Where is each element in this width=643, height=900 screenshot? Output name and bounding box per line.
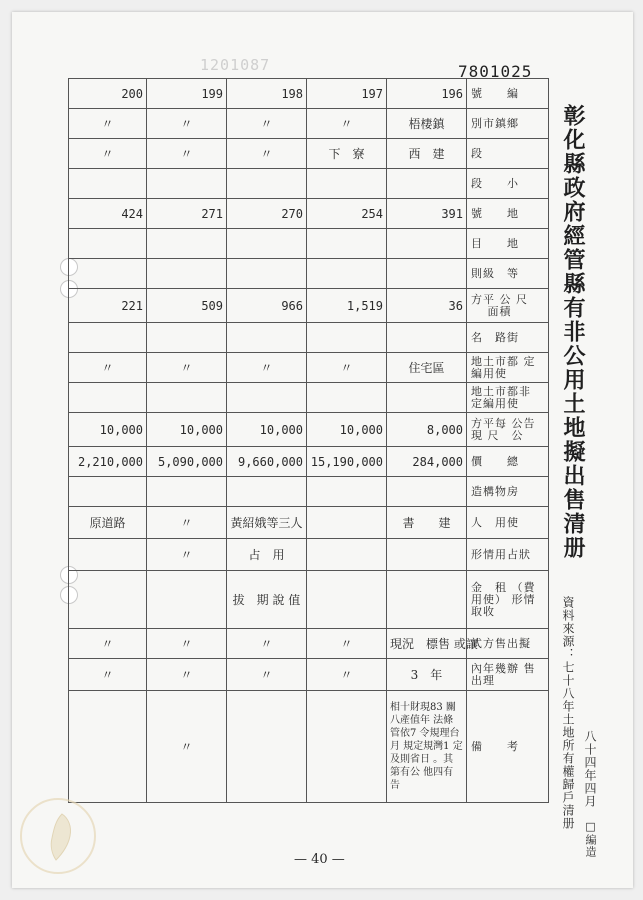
table-cell [307, 229, 387, 259]
table-cell [307, 383, 387, 413]
table-cell: 2,210,000 [69, 447, 147, 477]
table-cell: 〃 [147, 109, 227, 139]
table-cell: 〃 [147, 659, 227, 691]
table-cell: 下 寮 [307, 139, 387, 169]
table-cell: 221 [69, 289, 147, 323]
table-cell: 〃 [147, 507, 227, 539]
table-cell [307, 539, 387, 571]
faint-stamped-number: 1201087 [200, 56, 271, 74]
table-cell: 15,190,000 [307, 447, 387, 477]
table-cell: 〃 [69, 629, 147, 659]
table-cell: 〃 [227, 139, 307, 169]
table-cell [69, 383, 147, 413]
table-row [69, 139, 549, 169]
table-cell: 〃 [69, 659, 147, 691]
table-cell: 196 [387, 79, 467, 109]
table-cell: 10,000 [227, 413, 307, 447]
document-number: 7801025 [458, 62, 533, 81]
table-cell: 10,000 [307, 413, 387, 447]
table-cell [387, 571, 467, 629]
table-cell [227, 259, 307, 289]
taiwan-map-logo-icon [20, 798, 96, 874]
table-row [69, 79, 549, 109]
compile-date: 八十四年四月 [583, 730, 597, 808]
row-label: 則級 等 [467, 259, 549, 289]
table-cell: 〃 [69, 109, 147, 139]
table-cell: 西 建 [387, 139, 467, 169]
table-cell: 住宅區 [387, 353, 467, 383]
table-cell: 509 [147, 289, 227, 323]
table-cell: 8,000 [387, 413, 467, 447]
table-cell [147, 477, 227, 507]
table-cell [387, 383, 467, 413]
table-cell [227, 169, 307, 199]
table-cell: 966 [227, 289, 307, 323]
table-cell: 36 [387, 289, 467, 323]
table-row [69, 447, 549, 477]
table-cell [307, 169, 387, 199]
table-cell [147, 323, 227, 353]
table-cell [69, 477, 147, 507]
table-cell: 1,519 [307, 289, 387, 323]
table-cell: 271 [147, 199, 227, 229]
table-cell [147, 169, 227, 199]
table-row [69, 571, 549, 629]
row-label: 段 [467, 139, 549, 169]
page-number: — 40 — [294, 852, 345, 867]
table-cell: 相十財現83 關八產值年 法條管依7 令規理台月 規定規灣1 定及則省日 。其第有公 他四有告 [387, 691, 467, 803]
table-cell: 原道路 [69, 507, 147, 539]
table-cell: 〃 [147, 353, 227, 383]
table-row [69, 413, 549, 447]
table-cell [69, 169, 147, 199]
table-row [69, 539, 549, 571]
row-label: 號 編 [467, 79, 549, 109]
table-cell [227, 477, 307, 507]
row-label: 價 總 [467, 447, 549, 477]
row-label: 金 租 （費用使） 形情取收 [467, 571, 549, 629]
table-row [69, 353, 549, 383]
row-label: 別市鎮鄉 [467, 109, 549, 139]
table-cell: 〃 [307, 109, 387, 139]
table-cell [147, 571, 227, 629]
table-cell [69, 229, 147, 259]
table-cell [69, 691, 147, 803]
table-cell [307, 691, 387, 803]
table-cell: 〃 [147, 629, 227, 659]
table-cell: 424 [69, 199, 147, 229]
row-label: 方平 公 尺 面積 [467, 289, 549, 323]
row-label: 內年幾辦 售出理 [467, 659, 549, 691]
table-cell [387, 259, 467, 289]
table-cell [147, 259, 227, 289]
table-cell: 〃 [227, 659, 307, 691]
table-cell: 199 [147, 79, 227, 109]
row-label: 目 地 [467, 229, 549, 259]
table-cell: 5,090,000 [147, 447, 227, 477]
table-cell: 9,660,000 [227, 447, 307, 477]
table-row [69, 289, 549, 323]
table-row [69, 169, 549, 199]
row-label: 號 地 [467, 199, 549, 229]
document-title: 彰化縣政府經管縣有非公用土地擬出售清册 [560, 104, 586, 560]
row-label: 式方售出擬 [467, 629, 549, 659]
table-cell: 〃 [227, 629, 307, 659]
land-sale-table [68, 78, 549, 803]
table-cell: 284,000 [387, 447, 467, 477]
table-row [69, 691, 549, 803]
table-cell [69, 539, 147, 571]
table-row [69, 629, 549, 659]
table-row [69, 507, 549, 539]
table-row [69, 229, 549, 259]
table-cell [387, 539, 467, 571]
table-cell [69, 323, 147, 353]
table-row [69, 477, 549, 507]
table-cell: 〃 [227, 353, 307, 383]
table-cell: 〃 [69, 139, 147, 169]
table-row [69, 259, 549, 289]
table-cell [387, 323, 467, 353]
table-cell: 占 用 [227, 539, 307, 571]
table-cell: 〃 [307, 629, 387, 659]
table-row [69, 323, 549, 353]
table-cell: 254 [307, 199, 387, 229]
table-cell: 391 [387, 199, 467, 229]
table-cell [147, 383, 227, 413]
row-label: 方平每 公告現 尺 公 [467, 413, 549, 447]
table-cell: 黃紹娥等三人 [227, 507, 307, 539]
table-cell: 〃 [307, 659, 387, 691]
table-cell: 〃 [307, 353, 387, 383]
table-cell [307, 571, 387, 629]
compiler: □編造 [584, 820, 597, 858]
table-cell: 拔 期 說 值 [227, 571, 307, 629]
table-cell [307, 323, 387, 353]
table-cell [227, 383, 307, 413]
table-row [69, 659, 549, 691]
table-cell: 〃 [147, 539, 227, 571]
table-row [69, 109, 549, 139]
table-cell [307, 507, 387, 539]
table-cell: 〃 [147, 139, 227, 169]
table-cell [69, 571, 147, 629]
table-cell [227, 229, 307, 259]
row-label: 形情用占狀 [467, 539, 549, 571]
table-cell [69, 259, 147, 289]
row-label: 備 考 [467, 691, 549, 803]
table-cell: 〃 [147, 691, 227, 803]
table-cell [387, 229, 467, 259]
table-cell [307, 477, 387, 507]
table-cell [387, 477, 467, 507]
table-cell: 3 年 [387, 659, 467, 691]
row-label: 造構物房 [467, 477, 549, 507]
source-note: 資料來源：七十八年土地所有權歸戶清册 [561, 596, 575, 830]
row-label: 地土市都 定編用使 [467, 353, 549, 383]
table-row [69, 199, 549, 229]
table-cell: 現況 標售 或讓 [387, 629, 467, 659]
table-cell [307, 259, 387, 289]
table-cell: 198 [227, 79, 307, 109]
row-label: 段 小 [467, 169, 549, 199]
table-row [69, 383, 549, 413]
table-cell [227, 691, 307, 803]
table-cell: 梧棲鎮 [387, 109, 467, 139]
row-label: 地土市都非 定編用使 [467, 383, 549, 413]
row-label: 名 路街 [467, 323, 549, 353]
table-cell: 〃 [227, 109, 307, 139]
table-cell [387, 169, 467, 199]
table-cell: 200 [69, 79, 147, 109]
table-cell: 270 [227, 199, 307, 229]
table-cell [147, 229, 227, 259]
table-cell: 10,000 [69, 413, 147, 447]
table-cell [227, 323, 307, 353]
table-cell: 〃 [69, 353, 147, 383]
row-label: 人 用使 [467, 507, 549, 539]
table-cell: 10,000 [147, 413, 227, 447]
table-cell: 書 建 [387, 507, 467, 539]
table-cell: 197 [307, 79, 387, 109]
